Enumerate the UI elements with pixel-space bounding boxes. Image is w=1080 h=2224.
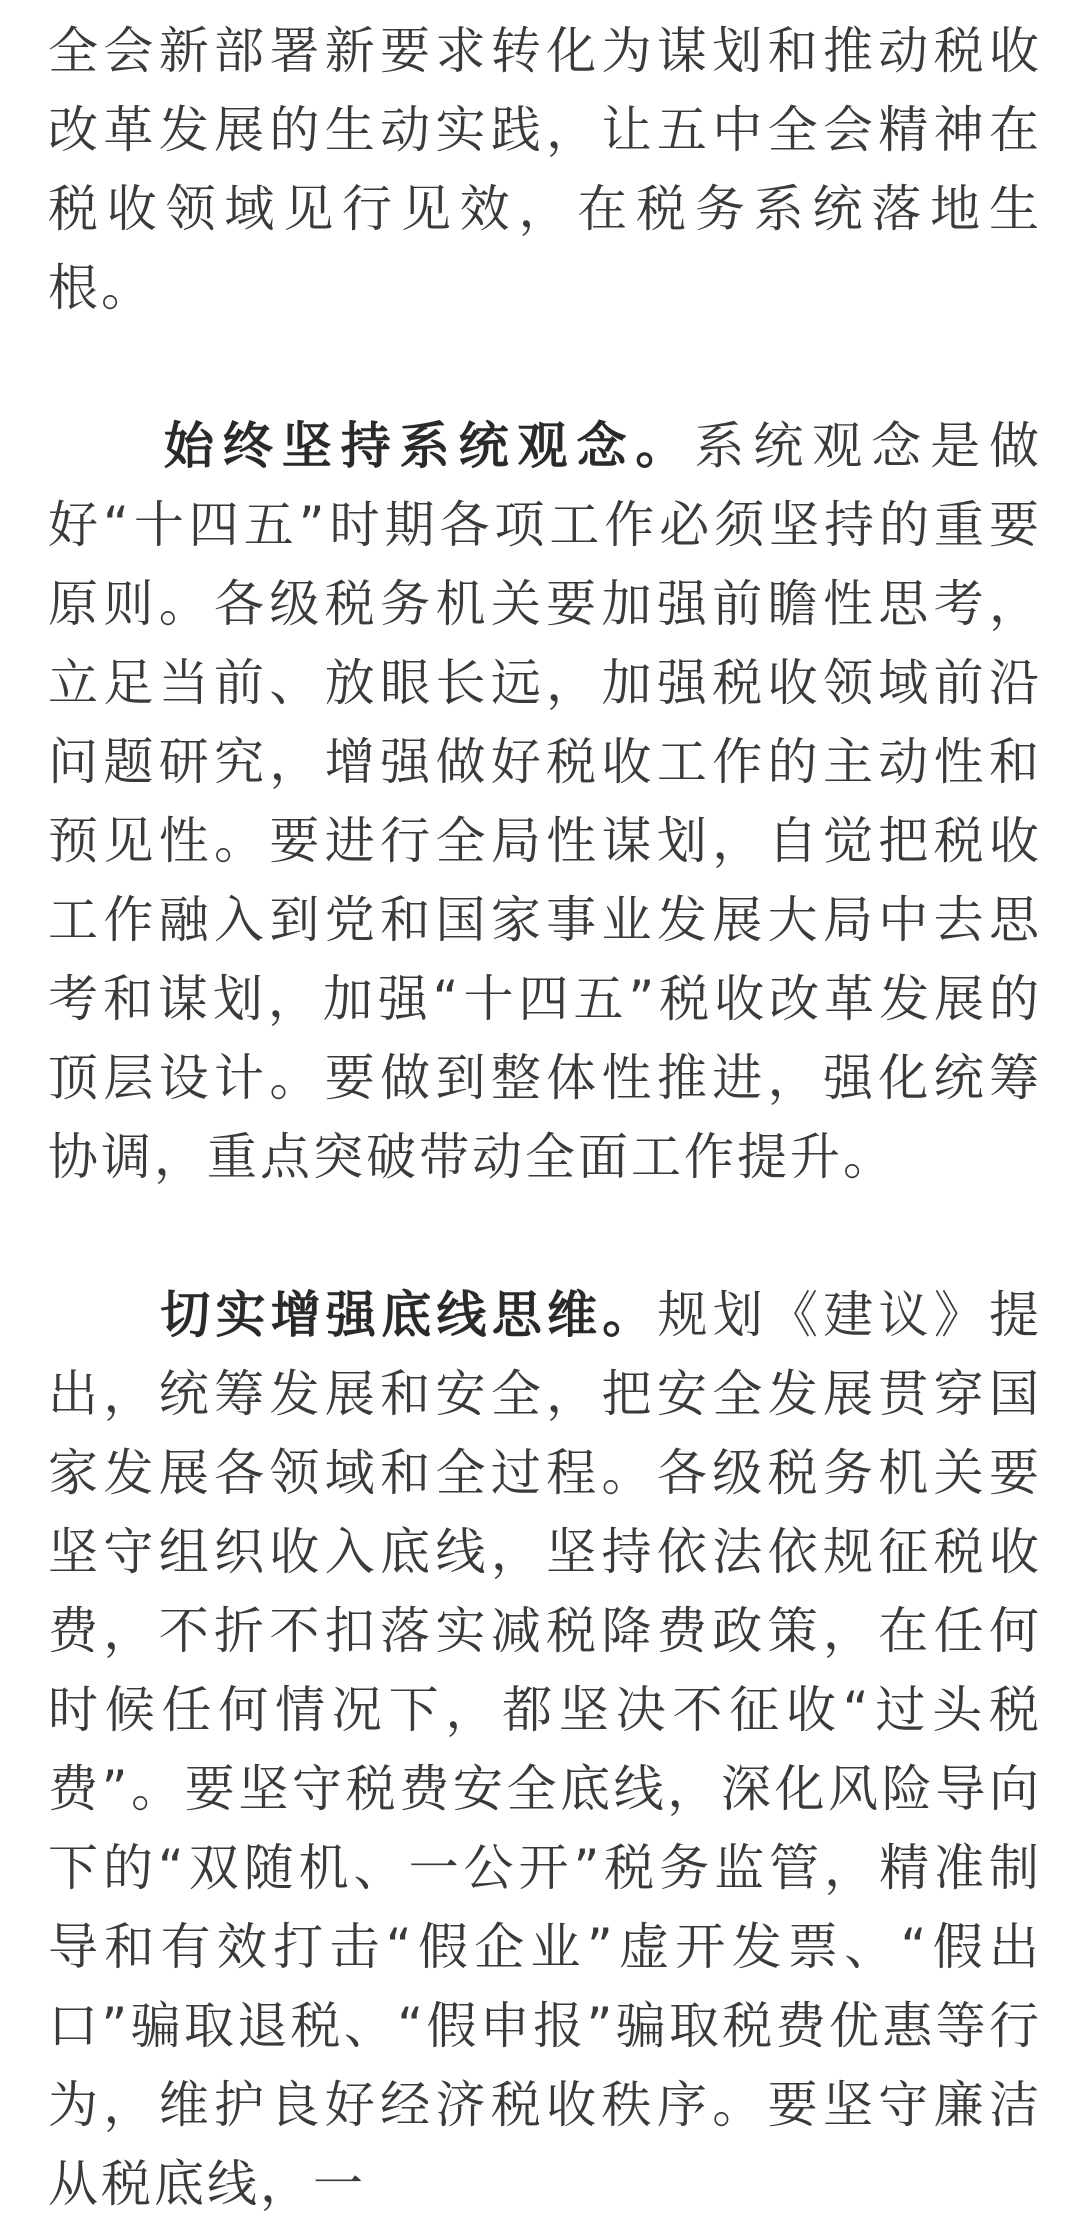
paragraph-text: 规划《建议》提出，统筹发展和安全，把安全发展贯穿国家发展各领域和全过程。各级税务机关要坚守组织收入底线，坚持依法依规征税收费，不折不扣落实减税降费政策，在任何时候任何情况下，都坚决不征收“过头税费”。要坚守税费安全底线，深化风险导向下的“双随机、一公开”税务监管，精准制导和有效打击“假企业”虚开发票、“假出口”骗取退税、“假申报”骗取税费优惠等行为，维护良好经济税收秩序。要坚守廉洁从税底线，一 [48, 1286, 1042, 2213]
paragraph-lead-heading: 始终坚持系统观念。 [158, 417, 695, 475]
paragraph-system-concept [48, 407, 1042, 1197]
paragraph-text: 系统观念是做好“十四五”时期各项工作必须坚持的重要原则。各级税务机关要加强前瞻性思考，立足当前、放眼长远，加强税收领域前沿问题研究，增强做好税收工作的主动性和预见性。要进行全局性谋划，自觉把税收工作融入到党和国家事业发展大局中去思考和谋划，加强“十四五”税收改革发展的顶层设计。要做到整体性推进，强化统筹协调，重点突破带动全面工作提升。 [48, 417, 1043, 1186]
paragraph-bottom-line-thinking [48, 1276, 1042, 2224]
article-body [48, 12, 1042, 2224]
paragraph-continuation [48, 12, 1042, 328]
paragraph-lead-heading: 切实增强底线思维。 [158, 1286, 658, 1344]
paragraph-text: 全会新部署新要求转化为谋划和推动税收改革发展的生动实践，让五中全会精神在税收领域见行见效，在税务系统落地生根。 [48, 22, 1042, 317]
